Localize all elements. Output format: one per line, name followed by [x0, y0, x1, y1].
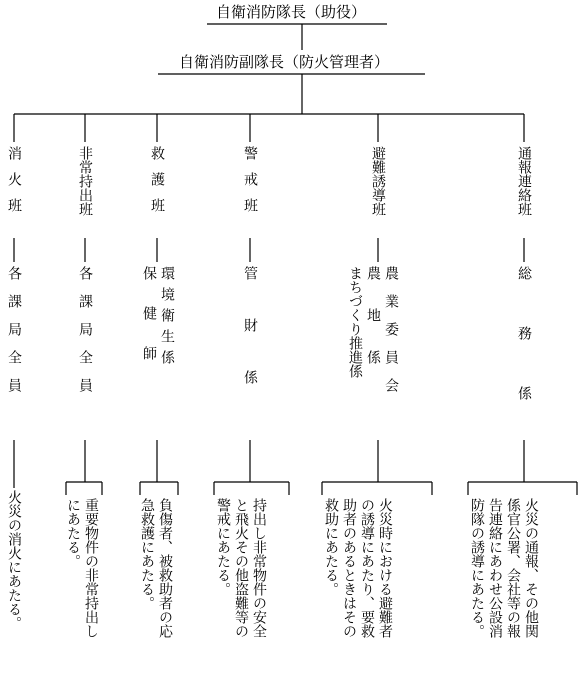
unit-evacuation-guidance: 避難誘導班: [370, 146, 386, 216]
duty-fire-fighting: 火災の消火にあたる。: [6, 490, 22, 630]
chief-title: 自衛消防隊長（助役）: [212, 3, 370, 21]
members-guard: 管財係: [242, 266, 258, 422]
unit-emergency-carryout: 非常持出班: [77, 146, 93, 216]
duty-guard: 持出し非常物件の安全 と飛火その他盗難等の 警戒にあたる。: [215, 498, 267, 638]
unit-fire-fighting: 消火班: [6, 146, 22, 224]
members-fire-fighting: 各課局全員: [6, 266, 22, 406]
duty-first-aid: 負傷者、被救助者の応 急救護にあたる。: [139, 498, 173, 638]
unit-guard: 警戒班: [242, 146, 258, 224]
members-reporting-liaison: 総務係: [516, 266, 532, 446]
members-first-aid: 環境衛生係 保健師: [141, 266, 175, 386]
duty-reporting-liaison: 火災の通報、その他関 係官公署、会社等の報 告連絡にあわせ公設消 防隊の誘導にあたる。: [469, 498, 539, 638]
unit-reporting-liaison: 通報連絡班: [516, 146, 532, 216]
unit-first-aid: 救護班: [149, 146, 165, 224]
members-evacuation-guidance: 農業委員会 農地係 まちづくり推進係: [347, 266, 399, 406]
duty-emergency-carryout: 重要物件の非常持出し にあたる。: [65, 498, 99, 638]
vice-chief-title: 自衛消防副隊長（防火管理者）: [175, 53, 393, 71]
duty-evacuation-guidance: 火災時における避難者 の誘導にあたり、要救 助者のあるときはその 救助にあたる。: [323, 498, 393, 638]
members-emergency-carryout: 各課局全員: [77, 266, 93, 406]
